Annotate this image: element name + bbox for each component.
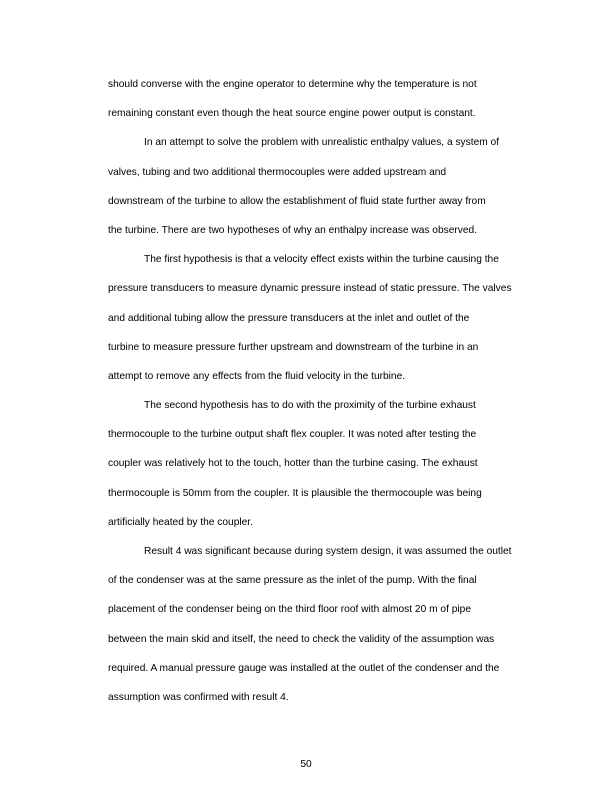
text-line: should converse with the engine operator to determine why the temperature is not — [108, 79, 477, 90]
text-line: thermocouple to the turbine output shaft flex coupler. It was noted after testing the — [108, 429, 477, 441]
paragraph-start-line: Result 4 was significant because during system design, it was assumed the outlet — [144, 546, 512, 557]
text-line: turbine to measure pressure further upstream and downstream of the turbine in an — [108, 341, 479, 353]
text-line: of the condenser was at the same pressure as the inlet of the pump. With the final — [108, 575, 477, 587]
text-line: and additional tubing allow the pressure transducers at the inlet and outlet of the — [108, 312, 470, 324]
text-line: placement of the condenser being on the third floor roof with almost 20 m of pipe — [108, 604, 471, 616]
text-line: downstream of the turbine to allow the establishment of fluid state further away from — [108, 195, 486, 207]
text-line: required. A manual pressure gauge was installed at the outlet of the condenser and the — [108, 662, 500, 674]
text-line: remaining constant even though the heat source engine power output is constant. — [108, 108, 476, 120]
page-number: 50 — [300, 759, 312, 770]
body-text — [108, 70, 528, 712]
text-line: attempt to remove any effects from the fluid velocity in the turbine. — [108, 370, 406, 382]
text-line: thermocouple is 50mm from the coupler. It is plausible the thermocouple was being — [108, 487, 482, 499]
text-line: assumption was confirmed with result 4. — [108, 691, 289, 703]
text-line: the turbine. There are two hypotheses of why an enthalpy increase was observed. — [108, 224, 478, 236]
paragraph-start-line: The first hypothesis is that a velocity effect exists within the turbine causing the — [144, 254, 499, 266]
paragraph-start-line: The second hypothesis has to do with the proximity of the turbine exhaust — [144, 400, 476, 412]
text-line: between the main skid and itself, the need to check the validity of the assumption was — [108, 633, 495, 645]
text-line: pressure transducers to measure dynamic pressure instead of static pressure. The valves — [108, 283, 512, 295]
text-line: artificially heated by the coupler. — [108, 516, 253, 528]
paragraph-start-line: In an attempt to solve the problem with unrealistic enthalpy values, a system of — [144, 137, 500, 149]
text-line: coupler was relatively hot to the touch, hotter than the turbine casing. The exhaust — [108, 458, 478, 470]
text-line: valves, tubing and two additional thermocouples were added upstream and — [108, 166, 447, 178]
